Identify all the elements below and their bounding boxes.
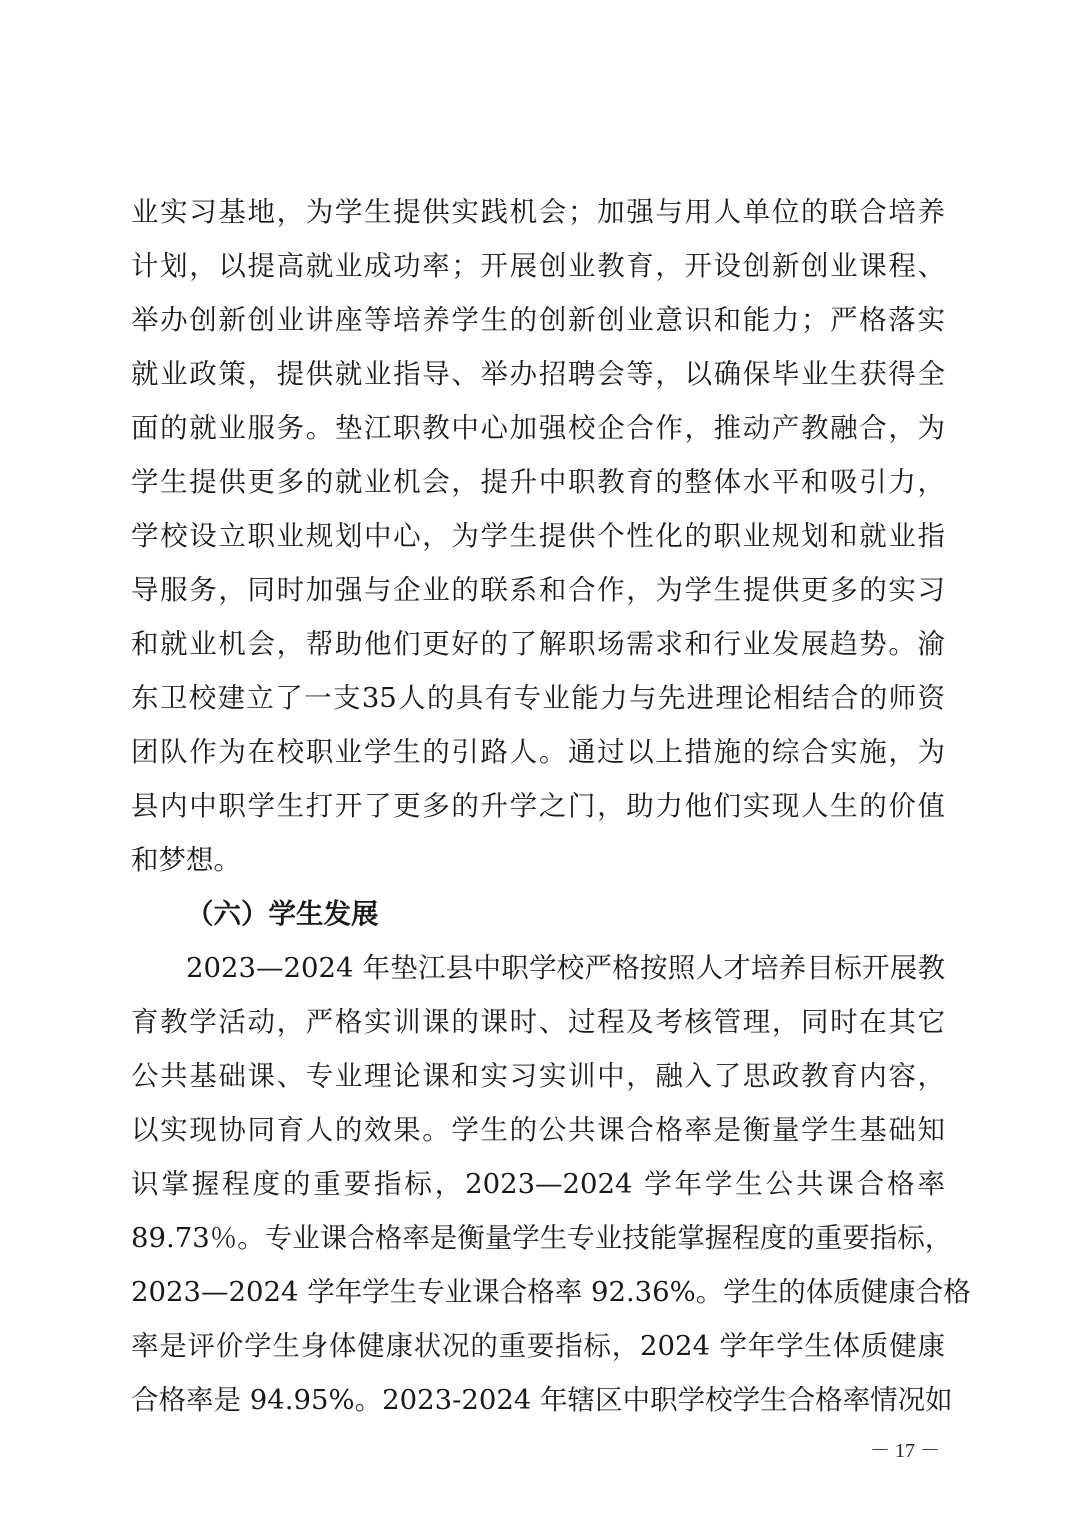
paragraph-line: 率是评价学生身体健康状况的重要指标，2024 学年学生体质健康: [131, 1330, 945, 1362]
paragraph-line: 89.73％。专业课合格率是衡量学生专业技能掌握程度的重要指标，: [131, 1222, 953, 1254]
paragraph-line: 2023—2024 年垫江县中职学校严格按照人才培养目标开展教: [186, 952, 945, 984]
page-number: － 17 －: [870, 1440, 940, 1462]
paragraph-line: 合格率是 94.95%。2023-2024 年辖区中职学校学生合格率情况如: [131, 1384, 953, 1416]
paragraph-line: 导服务，同时加强与企业的联系和合作，为学生提供更多的实习: [131, 574, 945, 606]
paragraph-line: 育教学活动，严格实训课的课时、过程及考核管理，同时在其它: [131, 1006, 945, 1038]
paragraph-line: 学生提供更多的就业机会，提升中职教育的整体水平和吸引力，: [131, 466, 945, 498]
paragraph-line: 举办创新创业讲座等培养学生的创新创业意识和能力；严格落实: [131, 304, 945, 336]
paragraph-line: 面的就业服务。垫江职教中心加强校企合作，推动产教融合，为: [131, 412, 945, 444]
paragraph-line: 团队作为在校职业学生的引路人。通过以上措施的综合实施，为: [131, 736, 945, 768]
section-heading: （六）学生发展: [186, 898, 379, 930]
paragraph-line: 业实习基地，为学生提供实践机会；加强与用人单位的联合培养: [131, 196, 945, 228]
paragraph-line: 计划，以提高就业成功率；开展创业教育，开设创新创业课程、: [131, 250, 945, 282]
paragraph-line: 就业政策，提供就业指导、举办招聘会等，以确保毕业生获得全: [131, 358, 945, 390]
paragraph-line: 2023—2024 学年学生专业课合格率 92.36%。学生的体质健康合格: [131, 1276, 971, 1308]
paragraph-line: 和梦想。: [131, 844, 241, 876]
paragraph-line: 识掌握程度的重要指标，2023—2024 学年学生公共课合格率: [131, 1168, 945, 1200]
paragraph-line: 县内中职学生打开了更多的升学之门，助力他们实现人生的价值: [131, 790, 945, 822]
paragraph-line: 学校设立职业规划中心，为学生提供个性化的职业规划和就业指: [131, 520, 945, 552]
paragraph-line: 以实现协同育人的效果。学生的公共课合格率是衡量学生基础知: [131, 1114, 945, 1146]
document-body: [131, 192, 971, 1434]
paragraph-line: 公共基础课、专业理论课和实习实训中，融入了思政教育内容，: [131, 1060, 945, 1092]
paragraph-line: 东卫校建立了一支35人的具有专业能力与先进理论相结合的师资: [131, 682, 945, 714]
paragraph-line: 和就业机会，帮助他们更好的了解职场需求和行业发展趋势。渝: [131, 628, 945, 660]
